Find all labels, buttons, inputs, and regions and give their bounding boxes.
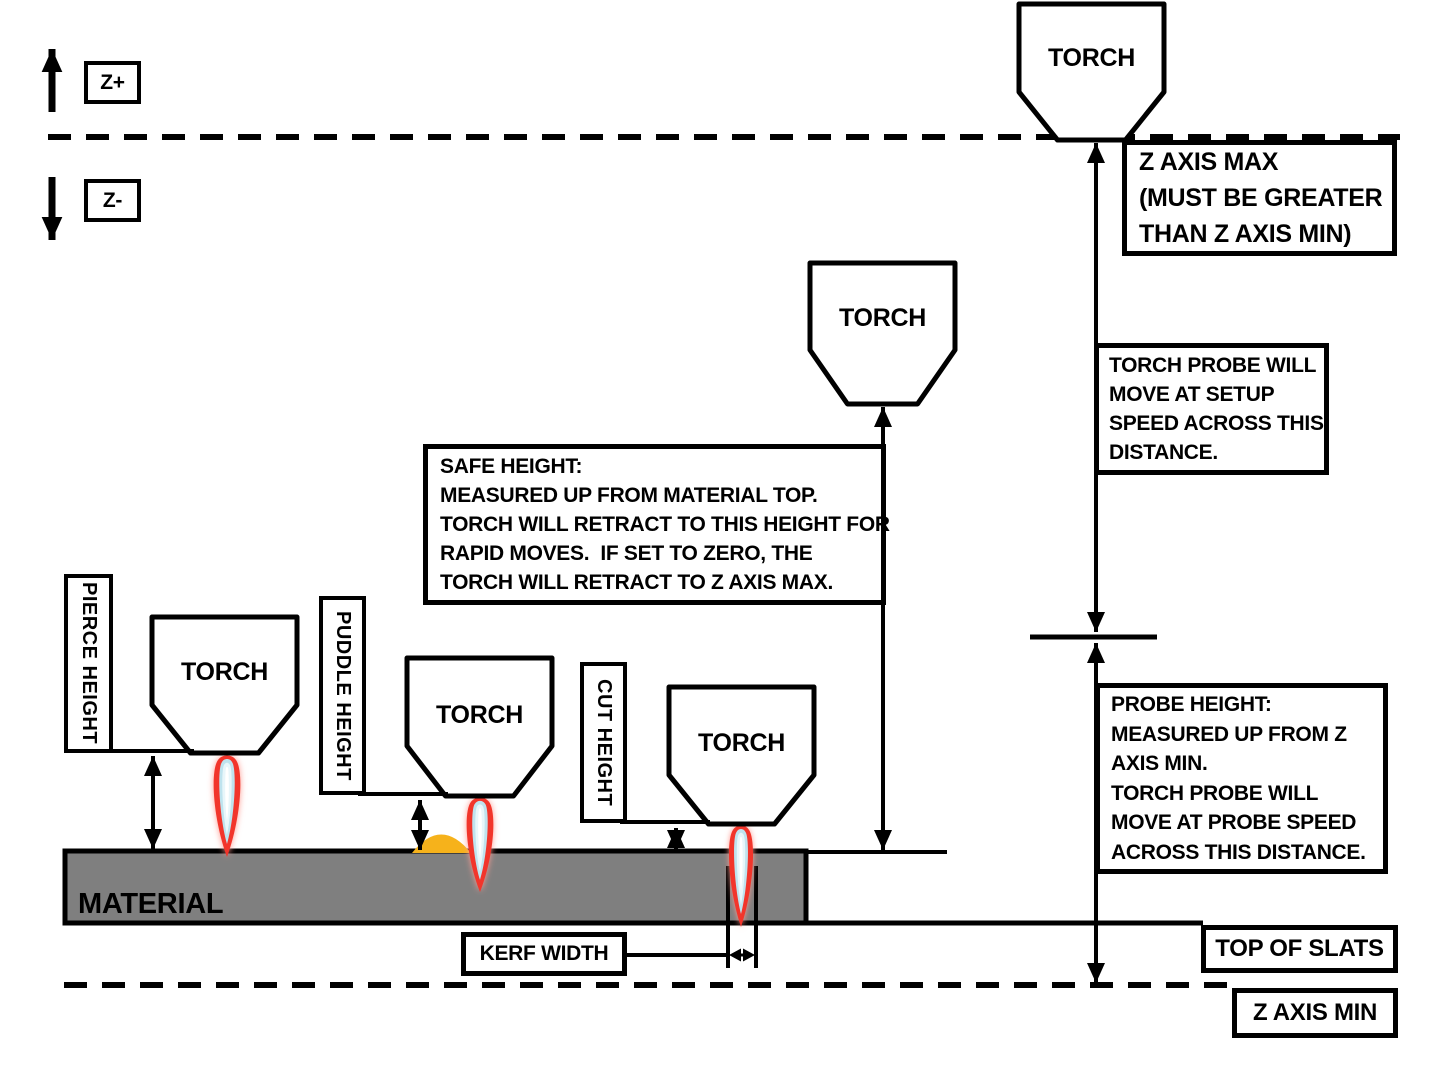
torch-probe-callout [1094,343,1329,475]
safe-height-line3: TORCH WILL RETRACT TO THIS HEIGHT FOR [440,513,890,536]
z-axis-max-line2: (MUST BE GREATER [1139,184,1383,212]
top-of-slats-label-box [1201,925,1398,973]
z-axis-max-callout [1122,140,1397,256]
torch-safe-label: TORCH [839,303,926,332]
safe-height-callout [423,444,890,605]
z-minus-label: Z- [102,188,123,212]
probe-height-line2: MEASURED UP FROM Z [1111,722,1347,746]
z-plus-label: Z+ [100,70,125,94]
safe-height-line1: SAFE HEIGHT: [440,455,583,478]
torch-cut-label: TORCH [698,728,785,757]
probe-height-line6: ACROSS THIS DISTANCE. [1111,840,1366,864]
z-axis-max-line3: THAN Z AXIS MIN) [1139,220,1352,248]
safe-height-line5: TORCH WILL RETRACT TO Z AXIS MAX. [440,571,833,594]
safe-height-line2: MEASURED UP FROM MATERIAL TOP. [440,484,818,507]
z-axis-min-label: Z AXIS MIN [1252,999,1378,1026]
z-axis-min-label-box [1232,988,1398,1038]
material-label: MATERIAL [78,887,224,920]
torch-probe-line2: MOVE AT SETUP [1109,383,1275,406]
probe-height-line1: PROBE HEIGHT: [1111,693,1272,716]
pierce-flame-icon [214,756,241,858]
torch-probe-line1: TORCH PROBE WILL [1109,354,1317,377]
z-minus-label-box [84,179,141,222]
probe-height-line4: TORCH PROBE WILL [1111,781,1319,805]
torch-probe-line4: DISTANCE. [1109,441,1218,464]
torch-puddle-label: TORCH [436,700,523,729]
safe-height-line4: RAPID MOVES. IF SET TO ZERO, THE [440,542,813,565]
z-plus-label-box [84,61,141,104]
torch-probe-line3: SPEED ACROSS THIS [1109,412,1324,435]
kerf-width-label: KERF WIDTH [479,942,609,965]
probe-height-callout [1095,683,1388,874]
torch-zmax-label: TORCH [1048,43,1135,72]
kerf-width-label-box [461,932,627,976]
pierce-height-label: PIERCE HEIGHT [78,582,100,745]
top-of-slats-label: TOP OF SLATS [1215,935,1384,962]
puddle-height-label: PUDDLE HEIGHT [332,610,354,781]
kerf-arrow-right-head [743,949,755,962]
probe-height-line3: AXIS MIN. [1111,752,1208,775]
pierce-height-label-box [64,574,113,753]
kerf-arrow-left-head [729,949,741,962]
cut-height-label: CUT HEIGHT [593,678,615,807]
puddle-height-label-box [319,596,366,795]
cut-height-label-box [580,662,627,823]
probe-height-line5: MOVE AT PROBE SPEED [1111,811,1357,834]
z-axis-max-line1: Z AXIS MAX [1139,148,1279,176]
torch-pierce-label: TORCH [181,657,268,686]
